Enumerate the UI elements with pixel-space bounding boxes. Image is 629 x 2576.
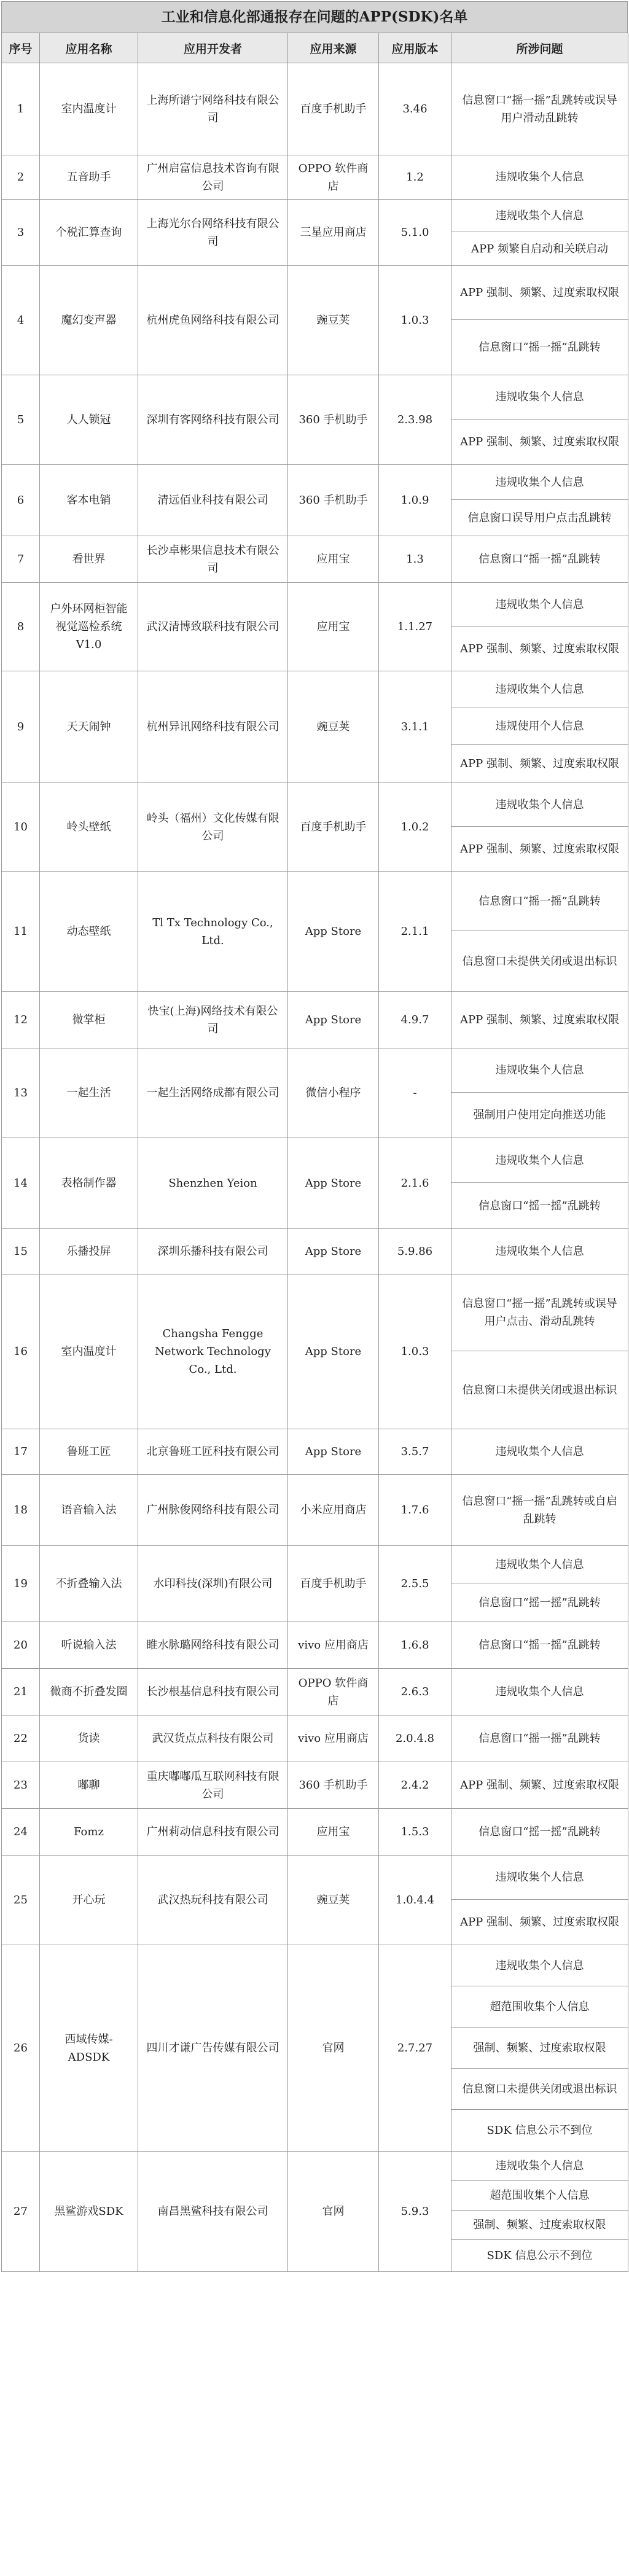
cell-app-name: Fomz bbox=[40, 1809, 138, 1856]
cell-version: 1.1.27 bbox=[379, 583, 451, 671]
cell-developer: Shenzhen Yeion bbox=[138, 1138, 288, 1229]
cell-no: 19 bbox=[2, 1546, 40, 1622]
cell-version: 1.2 bbox=[379, 155, 451, 200]
cell-developer: 南昌黑鲨科技有限公司 bbox=[138, 2152, 288, 2272]
cell-app-name: 看世界 bbox=[40, 536, 138, 583]
table-row bbox=[2, 783, 628, 872]
issue-item: APP 强制、频繁、过度索取权限 bbox=[460, 757, 619, 770]
cell-app-name: 五音助手 bbox=[40, 155, 138, 200]
table-row bbox=[2, 1429, 628, 1475]
table-row bbox=[2, 1048, 628, 1138]
cell-developer: 武汉热玩科技有限公司 bbox=[138, 1856, 288, 1945]
issue-item: 信息窗口“摇一摇”乱跳转 bbox=[479, 1639, 601, 1652]
cell-developer: 北京鲁班工匠科技有限公司 bbox=[138, 1429, 288, 1475]
cell-version: 1.0.2 bbox=[379, 783, 451, 872]
cell-app-name: 黑鲨游戏SDK bbox=[40, 2152, 138, 2272]
cell-app-name: 人人锁冠 bbox=[40, 375, 138, 465]
cell-developer: 广州脉俊网络科技有限公司 bbox=[138, 1475, 288, 1546]
cell-app-name: 岭头壁纸 bbox=[40, 783, 138, 872]
issue-item: 违规收集个人信息 bbox=[451, 375, 628, 420]
table-row bbox=[2, 155, 628, 200]
cell-issues bbox=[451, 155, 628, 200]
cell-version: 2.3.98 bbox=[379, 375, 451, 465]
cell-app-name: 天天闹钟 bbox=[40, 671, 138, 783]
cell-no: 20 bbox=[2, 1622, 40, 1669]
header-source: 应用来源 bbox=[288, 33, 379, 63]
cell-developer: 武汉货点点科技有限公司 bbox=[138, 1715, 288, 1762]
table-row bbox=[2, 1762, 628, 1809]
cell-issues bbox=[451, 1048, 628, 1138]
cell-developer: 深圳乐播科技有限公司 bbox=[138, 1229, 288, 1274]
cell-version: 3.46 bbox=[379, 63, 451, 155]
issue-item: 信息窗口未提供关闭或退出标识 bbox=[462, 1383, 617, 1397]
cell-issues bbox=[451, 1856, 628, 1945]
cell-source: App Store bbox=[288, 1138, 379, 1229]
issue-item: 违规收集个人信息 bbox=[451, 1048, 628, 1093]
table-row bbox=[2, 266, 628, 375]
table-row bbox=[2, 1475, 628, 1546]
table-row bbox=[2, 872, 628, 992]
issue-item: 信息窗口“摇一摇”乱跳转 bbox=[479, 1825, 601, 1838]
cell-no: 26 bbox=[2, 1945, 40, 2152]
issue-item: 信息窗口“摇一摇”乱跳转 bbox=[479, 341, 601, 354]
cell-no: 10 bbox=[2, 783, 40, 872]
table-row bbox=[2, 1856, 628, 1945]
cell-app-name: 听说输入法 bbox=[40, 1622, 138, 1669]
table-row bbox=[2, 1945, 628, 2152]
cell-source: 小米应用商店 bbox=[288, 1475, 379, 1546]
cell-source: 豌豆荚 bbox=[288, 266, 379, 375]
issue-item: 信息窗口“摇一摇”乱跳转 bbox=[479, 1732, 601, 1745]
cell-source: App Store bbox=[288, 1429, 379, 1475]
cell-issues bbox=[451, 1945, 628, 2152]
cell-source: 豌豆荚 bbox=[288, 1856, 379, 1945]
table-row bbox=[2, 465, 628, 536]
issue-item: 超范围收集个人信息 bbox=[451, 2181, 628, 2211]
cell-issues bbox=[451, 1669, 628, 1715]
issue-item: 违规收集个人信息 bbox=[495, 171, 584, 184]
cell-version: 1.5.3 bbox=[379, 1809, 451, 1856]
table-row bbox=[2, 583, 628, 671]
issue-item: 违规使用个人信息 bbox=[451, 708, 628, 745]
cell-app-name: 开心玩 bbox=[40, 1856, 138, 1945]
cell-source: 百度手机助手 bbox=[288, 783, 379, 872]
cell-app-name: 室内温度计 bbox=[40, 63, 138, 155]
cell-version: 2.5.5 bbox=[379, 1546, 451, 1622]
cell-no: 11 bbox=[2, 872, 40, 992]
cell-no: 16 bbox=[2, 1274, 40, 1429]
header-no: 序号 bbox=[2, 33, 40, 63]
cell-source: 应用宝 bbox=[288, 583, 379, 671]
cell-source: App Store bbox=[288, 872, 379, 992]
cell-source: App Store bbox=[288, 1274, 379, 1429]
cell-version: 2.1.6 bbox=[379, 1138, 451, 1229]
cell-source: OPPO 软件商店 bbox=[288, 155, 379, 200]
issue-item: 超范围收集个人信息 bbox=[451, 1986, 628, 2028]
issue-item: 强制、频繁、过度索取权限 bbox=[451, 2211, 628, 2240]
table-row bbox=[2, 1229, 628, 1274]
cell-source: 应用宝 bbox=[288, 536, 379, 583]
cell-issues bbox=[451, 671, 628, 783]
cell-source: App Store bbox=[288, 992, 379, 1048]
cell-version: 2.6.3 bbox=[379, 1669, 451, 1715]
cell-no: 14 bbox=[2, 1138, 40, 1229]
cell-source: 360 手机助手 bbox=[288, 1762, 379, 1809]
cell-no: 1 bbox=[2, 63, 40, 155]
cell-developer: 广州莉动信息科技有限公司 bbox=[138, 1809, 288, 1856]
cell-no: 4 bbox=[2, 266, 40, 375]
cell-developer: Changsha Fengge Network Technology Co., Ltd. bbox=[138, 1274, 288, 1429]
cell-no: 9 bbox=[2, 671, 40, 783]
cell-no: 27 bbox=[2, 2152, 40, 2272]
issue-item: 违规收集个人信息 bbox=[451, 583, 628, 626]
cell-app-name: 户外环网柜智能视觉巡检系统 V1.0 bbox=[40, 583, 138, 671]
cell-developer: 岭头（福州）文化传媒有限公司 bbox=[138, 783, 288, 872]
cell-app-name: 语音输入法 bbox=[40, 1475, 138, 1546]
cell-issues bbox=[451, 1429, 628, 1475]
issue-item: 违规收集个人信息 bbox=[451, 1546, 628, 1583]
issue-item: SDK 信息公示不到位 bbox=[486, 2249, 593, 2262]
issue-item: 信息窗口误导用户点击乱跳转 bbox=[467, 511, 612, 525]
cell-source: vivo 应用商店 bbox=[288, 1622, 379, 1669]
table-row bbox=[2, 1715, 628, 1762]
table-row bbox=[2, 536, 628, 583]
cell-issues bbox=[451, 992, 628, 1048]
issue-item: 信息窗口“摇一摇”乱跳转或误导用户滑动乱跳转 bbox=[462, 93, 617, 125]
cell-app-name: 表格制作器 bbox=[40, 1138, 138, 1229]
cell-issues bbox=[451, 266, 628, 375]
table-row bbox=[2, 2152, 628, 2272]
cell-version: 1.0.3 bbox=[379, 266, 451, 375]
cell-source: 三星应用商店 bbox=[288, 200, 379, 266]
header-issues: 所涉问题 bbox=[451, 33, 628, 63]
cell-version: - bbox=[379, 1048, 451, 1138]
issue-item: 违规收集个人信息 bbox=[451, 1856, 628, 1900]
cell-developer: 清远佰业科技有限公司 bbox=[138, 465, 288, 536]
cell-issues bbox=[451, 1622, 628, 1669]
cell-source: 360 手机助手 bbox=[288, 375, 379, 465]
cell-issues bbox=[451, 1762, 628, 1809]
cell-no: 2 bbox=[2, 155, 40, 200]
issue-item: SDK 信息公示不到位 bbox=[486, 2124, 593, 2137]
table-row bbox=[2, 1274, 628, 1429]
cell-app-name: 客本电销 bbox=[40, 465, 138, 536]
issue-item: APP 强制、频繁、过度索取权限 bbox=[451, 266, 628, 320]
issue-item: 信息窗口“摇一摇”乱跳转 bbox=[479, 553, 601, 566]
issue-item: 违规收集个人信息 bbox=[495, 1245, 584, 1258]
issue-item: APP 强制、频繁、过度索取权限 bbox=[460, 1779, 619, 1792]
cell-issues bbox=[451, 1229, 628, 1274]
cell-no: 21 bbox=[2, 1669, 40, 1715]
cell-version: 3.1.1 bbox=[379, 671, 451, 783]
issue-item: 违规收集个人信息 bbox=[495, 1445, 584, 1458]
issue-item: 信息窗口“摇一摇”乱跳转或误导用户点击、滑动乱跳转 bbox=[451, 1274, 628, 1351]
cell-app-name: 微掌柜 bbox=[40, 992, 138, 1048]
table-row bbox=[2, 1669, 628, 1715]
cell-no: 3 bbox=[2, 200, 40, 266]
cell-issues bbox=[451, 200, 628, 266]
issue-item: 违规收集个人信息 bbox=[451, 465, 628, 500]
cell-issues bbox=[451, 2152, 628, 2272]
page-title: 工业和信息化部通报存在问题的APP(SDK)名单 bbox=[1, 1, 628, 33]
cell-developer: 上海光尔台网络科技有限公司 bbox=[138, 200, 288, 266]
issue-item: APP 频繁自启动和关联启动 bbox=[471, 242, 608, 256]
table-row bbox=[2, 1809, 628, 1856]
cell-issues bbox=[451, 783, 628, 872]
cell-version: 5.9.3 bbox=[379, 2152, 451, 2272]
cell-developer: 水印科技(深圳)有限公司 bbox=[138, 1546, 288, 1622]
issue-item: APP 强制、频繁、过度索取权限 bbox=[460, 1916, 619, 1929]
cell-version: 5.9.86 bbox=[379, 1229, 451, 1274]
cell-no: 23 bbox=[2, 1762, 40, 1809]
cell-no: 6 bbox=[2, 465, 40, 536]
cell-source: vivo 应用商店 bbox=[288, 1715, 379, 1762]
cell-version: 5.1.0 bbox=[379, 200, 451, 266]
cell-no: 5 bbox=[2, 375, 40, 465]
cell-no: 17 bbox=[2, 1429, 40, 1475]
cell-developer: 睢水脉璐网络科技有限公司 bbox=[138, 1622, 288, 1669]
header-app-name: 应用名称 bbox=[40, 33, 138, 63]
issue-item: APP 强制、频繁、过度索取权限 bbox=[460, 642, 619, 655]
cell-developer: 深圳有客网络科技有限公司 bbox=[138, 375, 288, 465]
cell-source: 百度手机助手 bbox=[288, 63, 379, 155]
cell-issues bbox=[451, 1475, 628, 1546]
issue-item: 违规收集个人信息 bbox=[451, 783, 628, 827]
issue-item: 强制用户使用定向推送功能 bbox=[473, 1109, 606, 1122]
cell-version: 1.6.8 bbox=[379, 1622, 451, 1669]
table-row bbox=[2, 671, 628, 783]
issue-item: 违规收集个人信息 bbox=[451, 1945, 628, 1986]
cell-app-name: 嘟聊 bbox=[40, 1762, 138, 1809]
cell-developer: 长沙卓彬果信息技术有限公司 bbox=[138, 536, 288, 583]
cell-no: 18 bbox=[2, 1475, 40, 1546]
cell-version: 4.9.7 bbox=[379, 992, 451, 1048]
cell-app-name: 货读 bbox=[40, 1715, 138, 1762]
cell-source: 百度手机助手 bbox=[288, 1546, 379, 1622]
issue-item: 违规收集个人信息 bbox=[451, 1138, 628, 1183]
cell-app-name: 魔幻变声器 bbox=[40, 266, 138, 375]
cell-source: 360 手机助手 bbox=[288, 465, 379, 536]
table-row bbox=[2, 992, 628, 1048]
cell-version: 2.4.2 bbox=[379, 1762, 451, 1809]
table-row bbox=[2, 1622, 628, 1669]
cell-version: 1.0.9 bbox=[379, 465, 451, 536]
cell-issues bbox=[451, 375, 628, 465]
cell-version: 1.0.3 bbox=[379, 1274, 451, 1429]
cell-version: 2.7.27 bbox=[379, 1945, 451, 2152]
cell-version: 1.7.6 bbox=[379, 1475, 451, 1546]
cell-app-name: 鲁班工匠 bbox=[40, 1429, 138, 1475]
issue-item: APP 强制、频繁、过度索取权限 bbox=[460, 1013, 619, 1026]
cell-developer: 广州启富信息技术咨询有限公司 bbox=[138, 155, 288, 200]
cell-issues bbox=[451, 1546, 628, 1622]
cell-issues bbox=[451, 1715, 628, 1762]
cell-issues bbox=[451, 63, 628, 155]
cell-source: 官网 bbox=[288, 2152, 379, 2272]
issue-item: 信息窗口“摇一摇”乱跳转或自启乱跳转 bbox=[462, 1494, 617, 1526]
cell-app-name: 一起生活 bbox=[40, 1048, 138, 1138]
cell-app-name: 乐播投屏 bbox=[40, 1229, 138, 1274]
cell-version: 1.3 bbox=[379, 536, 451, 583]
cell-no: 8 bbox=[2, 583, 40, 671]
cell-no: 15 bbox=[2, 1229, 40, 1274]
header-version: 应用版本 bbox=[379, 33, 451, 63]
issue-item: 信息窗口未提供关闭或退出标识 bbox=[451, 2069, 628, 2110]
cell-no: 7 bbox=[2, 536, 40, 583]
cell-developer: Tl Tx Technology Co., Ltd. bbox=[138, 872, 288, 992]
cell-app-name: 西域传媒-ADSDK bbox=[40, 1945, 138, 2152]
cell-app-name: 微商不折叠发圈 bbox=[40, 1669, 138, 1715]
issue-item: APP 强制、频繁、过度索取权限 bbox=[460, 842, 619, 856]
issue-item: 强制、频繁、过度索取权限 bbox=[451, 2028, 628, 2069]
cell-developer: 四川才谦广告传媒有限公司 bbox=[138, 1945, 288, 2152]
cell-source: 官网 bbox=[288, 1945, 379, 2152]
issue-item: 信息窗口“摇一摇”乱跳转 bbox=[451, 872, 628, 931]
issue-item: 违规收集个人信息 bbox=[451, 2152, 628, 2181]
cell-issues bbox=[451, 1274, 628, 1429]
issue-item: 信息窗口“摇一摇”乱跳转 bbox=[479, 1596, 601, 1609]
table-row bbox=[2, 1546, 628, 1622]
cell-no: 24 bbox=[2, 1809, 40, 1856]
cell-source: 应用宝 bbox=[288, 1809, 379, 1856]
cell-version: 3.5.7 bbox=[379, 1429, 451, 1475]
table-row bbox=[2, 375, 628, 465]
issue-item: APP 强制、频繁、过度索取权限 bbox=[460, 435, 619, 448]
cell-developer: 上海所谱宁网络科技有限公司 bbox=[138, 63, 288, 155]
cell-no: 13 bbox=[2, 1048, 40, 1138]
issue-item: 违规收集个人信息 bbox=[495, 1685, 584, 1698]
cell-developer: 武汉清博致联科技有限公司 bbox=[138, 583, 288, 671]
cell-issues bbox=[451, 536, 628, 583]
cell-issues bbox=[451, 872, 628, 992]
cell-developer: 杭州虎鱼网络科技有限公司 bbox=[138, 266, 288, 375]
cell-version: 1.0.4.4 bbox=[379, 1856, 451, 1945]
cell-app-name: 不折叠输入法 bbox=[40, 1546, 138, 1622]
cell-developer: 重庆嘟嘟瓜互联网科技有限公司 bbox=[138, 1762, 288, 1809]
issue-item: 信息窗口未提供关闭或退出标识 bbox=[462, 954, 617, 968]
cell-app-name: 个税汇算查询 bbox=[40, 200, 138, 266]
cell-version: 2.1.1 bbox=[379, 872, 451, 992]
cell-developer: 长沙根基信息科技有限公司 bbox=[138, 1669, 288, 1715]
issue-item: 违规收集个人信息 bbox=[451, 200, 628, 232]
table-row bbox=[2, 200, 628, 266]
table-header-row bbox=[2, 33, 628, 63]
table-row bbox=[2, 63, 628, 155]
cell-developer: 快宝(上海)网络技术有限公司 bbox=[138, 992, 288, 1048]
cell-source: OPPO 软件商店 bbox=[288, 1669, 379, 1715]
issue-item: 信息窗口“摇一摇”乱跳转 bbox=[479, 1199, 601, 1212]
table-body bbox=[2, 63, 628, 2272]
header-developer: 应用开发者 bbox=[138, 33, 288, 63]
app-list-table bbox=[1, 33, 628, 2272]
cell-version: 2.0.4.8 bbox=[379, 1715, 451, 1762]
cell-issues bbox=[451, 583, 628, 671]
cell-app-name: 动态壁纸 bbox=[40, 872, 138, 992]
cell-developer: 杭州异讯网络科技有限公司 bbox=[138, 671, 288, 783]
cell-source: 豌豆荚 bbox=[288, 671, 379, 783]
notice-sheet bbox=[0, 1, 629, 2272]
cell-source: App Store bbox=[288, 1229, 379, 1274]
cell-no: 12 bbox=[2, 992, 40, 1048]
cell-source: 微信小程序 bbox=[288, 1048, 379, 1138]
cell-issues bbox=[451, 1138, 628, 1229]
issue-item: 违规收集个人信息 bbox=[451, 671, 628, 708]
cell-issues bbox=[451, 1809, 628, 1856]
cell-no: 25 bbox=[2, 1856, 40, 1945]
cell-issues bbox=[451, 465, 628, 536]
table-row bbox=[2, 1138, 628, 1229]
cell-app-name: 室内温度计 bbox=[40, 1274, 138, 1429]
cell-no: 22 bbox=[2, 1715, 40, 1762]
cell-developer: 一起生活网络成都有限公司 bbox=[138, 1048, 288, 1138]
